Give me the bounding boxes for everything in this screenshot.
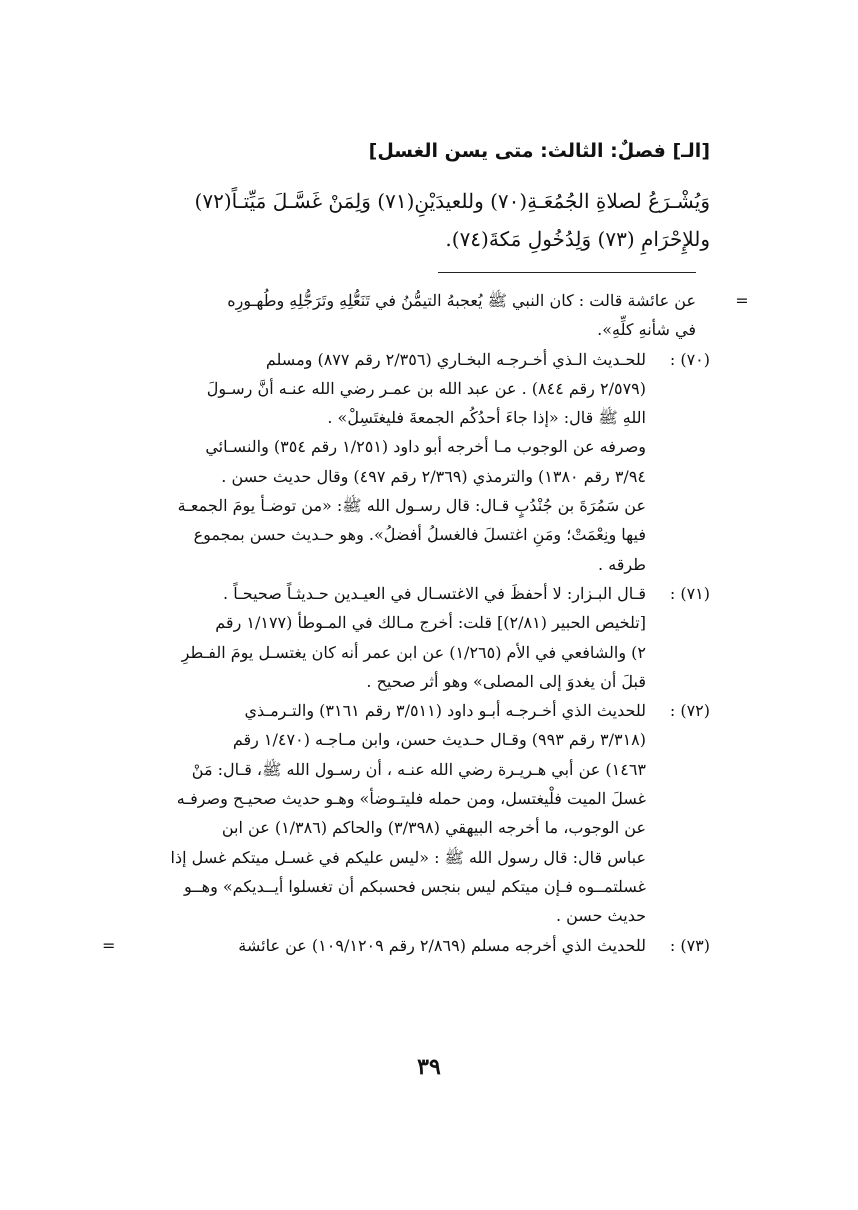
footnote-line: عن سَمُرَةَ بن جُنْدُبٍ قـال: قال رسـول الله ﷺ: «من توضـأ يومَ الجمعـة bbox=[177, 496, 646, 516]
footnote-line: للحـديث الـذي أخـرجـه البخـاري (٢/٣٥٦ رقم ٨٧٧) ومسلم bbox=[265, 349, 646, 369]
footnote-line: حديث حسن . bbox=[555, 906, 646, 926]
footnote-line: في شأنهِ كلِّهِ». bbox=[597, 320, 696, 340]
footnote-line: ١٤٦٣) عن أبي هـريـرة رضي الله عنـه ، أن رسـول الله ﷺ، قـال: مَنْ bbox=[191, 759, 646, 779]
continuation-marker: = bbox=[102, 935, 116, 955]
page-number: ٣٩ bbox=[417, 1054, 441, 1080]
main-text-line: وَيُشْـرَعُ لصلاةِ الجُمُعَـةِ(٧٠) وللعيدَيْنِ(٧١) وَلِمَنْ غَسَّـلَ مَيِّتـاً(٧٢) bbox=[194, 189, 710, 213]
footnote-line: (٣/٣١٨ رقم ٩٩٣) وقـال حـديث حسن، وابن مـاجـه (١/٤٧٠ رقم bbox=[232, 730, 646, 750]
footnote-line: عباس قال: قال رسول الله ﷺ : «ليس عليكم في غسـل ميتكم غسل إذا bbox=[170, 847, 646, 867]
footnote-number: (٧٢) : bbox=[669, 701, 710, 721]
footnotes bbox=[102, 286, 749, 960]
footnote-line: ٢) والشافعي في الأم (١/٢٦٥) عن ابن عمر أنه كان يغتسـل يومَ الفـطرِ bbox=[181, 642, 646, 662]
footnote-line: وصرفه عن الوجوب مـا أخرجه أبو داود (١/٢٥١ رقم ٣٥٤) والنسـائي bbox=[205, 437, 646, 457]
footnote-line: قـال البـزار: لا أحفظَ في الاغتسـال في العيـدين حـديثـاً صحيحـاً . bbox=[223, 583, 646, 603]
footnote-line: غسلتمــوه فـإن ميتكم ليس بنجس فحسبكم أن تغسلوا أيــديكم» وهــو bbox=[183, 876, 646, 896]
footnote-line: ٣/٩٤ رقم ١٣٨٠) والترمذي (٢/٣٦٩ رقم ٤٩٧) وقال حديث حسن . bbox=[221, 466, 646, 486]
footnote-line: للحديث الذي أخـرجـه أبـو داود (٣/٥١١ رقم ٣١٦١) والتـرمـذي bbox=[244, 701, 646, 721]
footnote-continuation bbox=[110, 286, 749, 345]
footnote-71 bbox=[110, 579, 710, 696]
footnote-70 bbox=[110, 345, 710, 579]
footnote-line: للحديث الذي أخرجه مسلم (٢/٨٦٩ رقم ١٠٩/١٢٠٩) عن عائشة bbox=[238, 935, 646, 955]
footnote-line: عن عائشة قالت : كان النبي ﷺ يُعجبهُ التيمُّنُ في تَنَعُّلِهِ وتَرَجُّلِهِ وطُهـورِه bbox=[227, 291, 696, 310]
main-text bbox=[135, 182, 710, 258]
footnote-line: قبلَ أن يغدوَ إلى المصلى» وهو أثر صحيح . bbox=[366, 671, 646, 691]
footnote-number: (٧١) : bbox=[669, 583, 710, 603]
footnote-72 bbox=[110, 696, 710, 930]
footnote-line: (٢/٥٧٩ رقم ٨٤٤) . عن عبد الله بن عمـر رضي الله عنـه أنَّ رسـولَ bbox=[206, 378, 646, 398]
continuation-marker: = bbox=[735, 291, 749, 310]
footnote-line: اللهِ ﷺ قال: «إذا جاءَ أحدُكُم الجمعةَ فليغتَسِلْ» . bbox=[327, 408, 646, 428]
main-text-line: وللإِحْرَامِ (٧٣) وَلِدُخُولِ مَكةَ(٧٤). bbox=[445, 227, 710, 251]
footnote-line: فيها ونِعْمَتْ؛ ومَنِ اغتسلَ فالغسلُ أفضلُ». وهو حـديث حسن بمجموع bbox=[193, 525, 646, 545]
footnote-line: طرقه . bbox=[598, 554, 646, 574]
footnote-number: (٧٣) : bbox=[669, 935, 710, 955]
footnote-line: عن الوجوب، ما أخرجه البيهقي (٣/٣٩٨) والحاكم (١/٣٨٦) عن ابن bbox=[221, 818, 646, 838]
footnote-line: [تلخيص الحبير (٢/٨١)] قلت: أخرج مـالك في المـوطأ (١/١٧٧ رقم bbox=[215, 613, 646, 633]
footnote-number: (٧٠) : bbox=[669, 349, 710, 369]
footnote-line: غسلَ الميت فلْيغتسل، ومن حمله فليتـوضأ» وهـو حديث صحيـح وصرفـه bbox=[176, 789, 646, 809]
section-heading: [الـ] فصلٌ: الثالث: متى يسن الغسل] bbox=[368, 140, 710, 162]
footnote-73 bbox=[102, 931, 710, 960]
footnote-separator bbox=[438, 272, 696, 273]
